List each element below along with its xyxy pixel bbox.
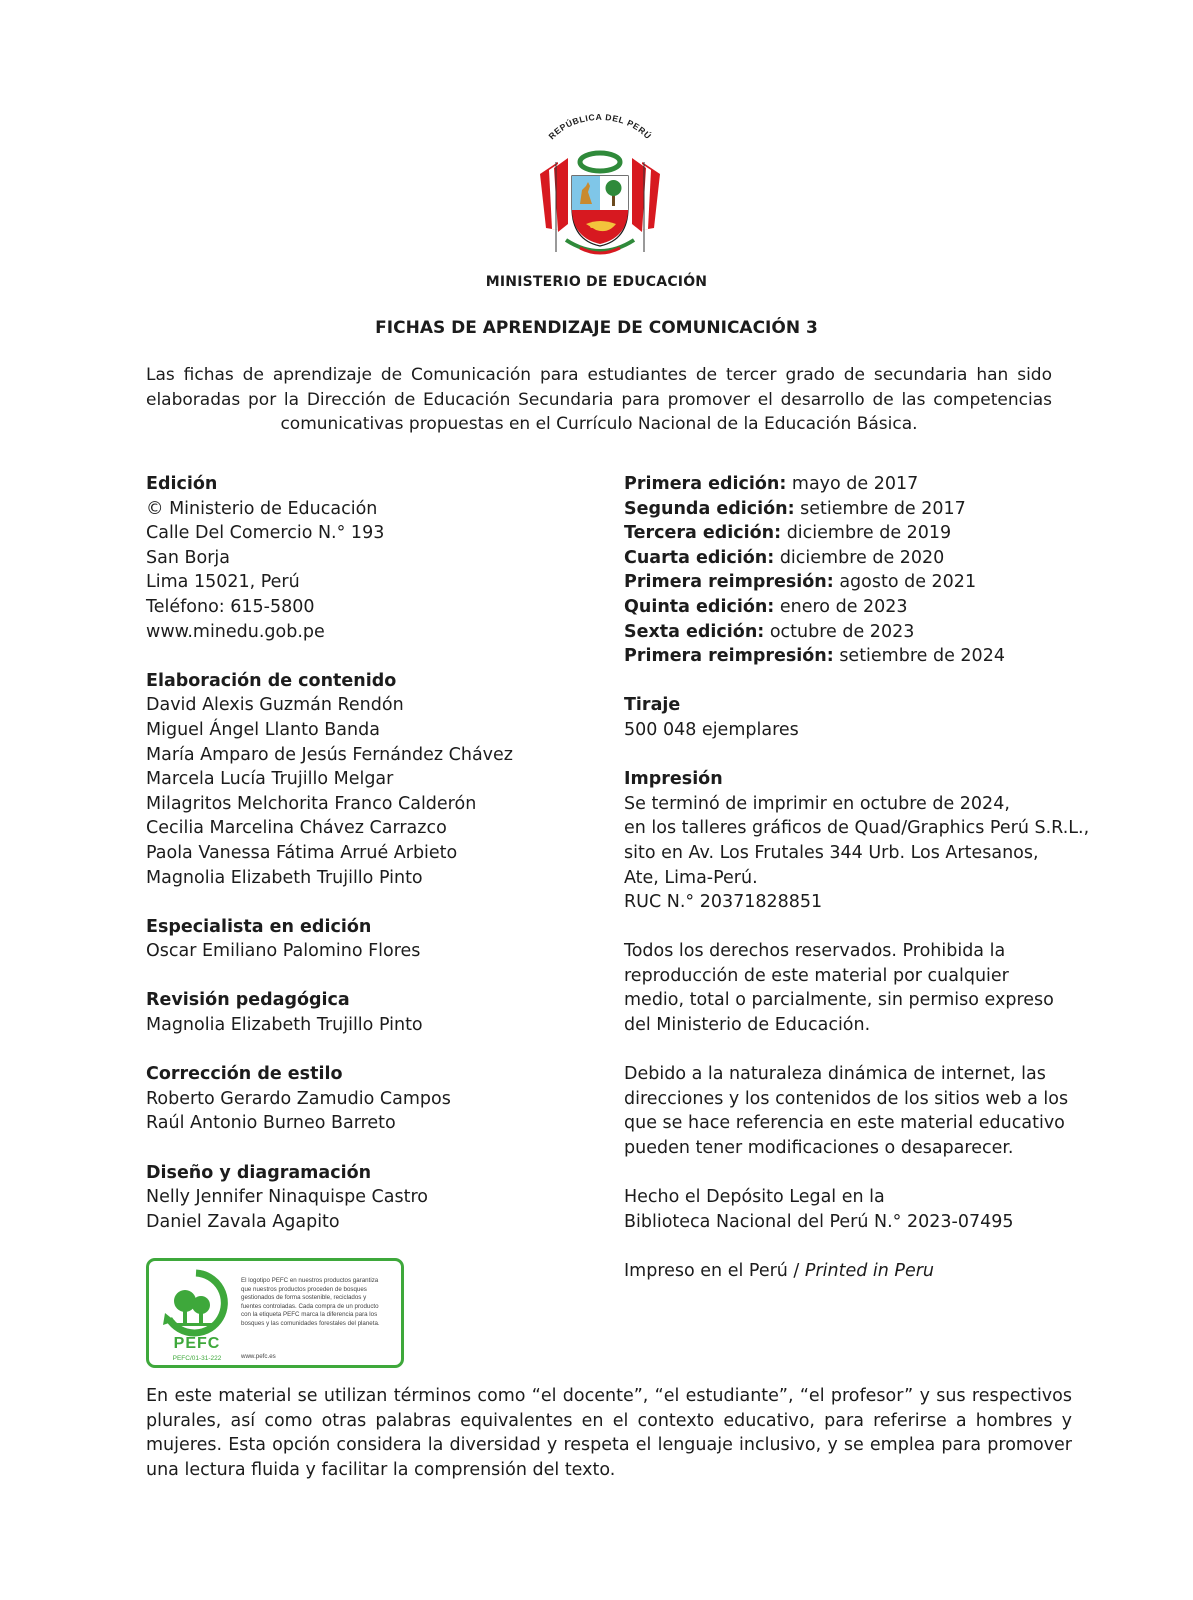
- credit-line: Nelly Jennifer Ninaquispe Castro: [146, 1187, 428, 1208]
- notice-line: medio, total o parcialmente, sin permiso expreso: [624, 990, 1054, 1011]
- svg-text:REPÚBLICA DEL PERÚ: [546, 112, 654, 141]
- credit-line: Cecilia Marcelina Chávez Carrazco: [146, 818, 447, 839]
- credit-line: sito en Av. Los Frutales 344 Urb. Los Artesanos,: [624, 842, 1039, 863]
- seal-arc-text: REPÚBLICA DEL PERÚ: [546, 112, 654, 142]
- printed-in-english: Printed in Peru: [804, 1261, 935, 1281]
- notice-line: Biblioteca Nacional del Perú N.° 2023-07495: [624, 1211, 1014, 1232]
- section-heading: Elaboración de contenido: [146, 670, 397, 691]
- ministry-name: MINISTERIO DE EDUCACIÓN: [485, 274, 708, 290]
- edition-line: Primera reimpresión: agosto de 2021: [624, 572, 977, 593]
- impresion-section: [624, 767, 1094, 915]
- especialista-section: [146, 915, 586, 964]
- printed-in-text: Impreso en el Perú /: [624, 1261, 805, 1281]
- credit-line: Ate, Lima-Perú.: [624, 867, 758, 888]
- revision-section: [146, 988, 586, 1037]
- edition-line: Sexta edición: octubre de 2023: [624, 621, 915, 642]
- notice-line: direcciones y los contenidos de los sitios web a los: [624, 1088, 1069, 1109]
- intro-paragraph: Las fichas de aprendizaje de Comunicación para estudiantes de tercer grado de secundaria han sido elaboradas por la Dirección de Educación Secundaria para promover el desarrollo de las competencias comunicativas propuestas en el Currículo Nacional de la Educación Básica.: [146, 365, 1052, 434]
- internet-notice: [624, 1062, 1094, 1160]
- notice-line: Todos los derechos reservados. Prohibida la: [624, 941, 1006, 962]
- pefc-code: PEFC/01-31-222: [172, 1355, 222, 1362]
- notice-line: pueden tener modificaciones o desaparecer.: [624, 1138, 1014, 1159]
- legal-deposit: [624, 1185, 1094, 1234]
- inclusive-language-note: En este material se utilizan términos como “el docente”, “el estudiante”, “el profesor” y sus respectivos plurales, así como otras palabras equivalentes en el contexto educativo, para referirse a hombres y mujeres. Esta opción considera la diversidad y respeta el lenguaje inclusivo, y se emplea para promover una lectura fluida y facilitar la comprensión del texto.: [146, 1386, 1072, 1480]
- section-heading: Diseño y diagramación: [146, 1162, 372, 1183]
- credit-line: Teléfono: 615-5800: [146, 596, 315, 617]
- section-heading: Especialista en edición: [146, 916, 372, 937]
- diseno-section: [146, 1161, 586, 1235]
- credit-line: Magnolia Elizabeth Trujillo Pinto: [146, 867, 423, 888]
- pefc-wordmark: PEFC: [173, 1335, 221, 1352]
- section-heading: Revisión pedagógica: [146, 990, 350, 1011]
- website-link[interactable]: www.minedu.gob.pe: [146, 621, 325, 642]
- credit-line: Magnolia Elizabeth Trujillo Pinto: [146, 1015, 423, 1036]
- credit-line: © Ministerio de Educación: [146, 498, 378, 519]
- edicion-section: [146, 472, 586, 644]
- notice-line: que se hace referencia en este material educativo: [624, 1113, 1065, 1134]
- pefc-description: El logotipo PEFC en nuestros productos garantiza que nuestros productos proceden de bosques gestionados de forma sostenible, reciclados y fuentes controladas. Cada compra de un producto con la etiqueta PEFC marca la diferencia para los bosques y las comunidades forestales del planeta.: [241, 1277, 380, 1327]
- pefc-certification-label: [146, 1258, 404, 1368]
- pefc-trees-icon: [161, 1269, 231, 1337]
- credit-line: Raúl Antonio Burneo Barreto: [146, 1113, 396, 1134]
- section-heading: Corrección de estilo: [146, 1064, 343, 1085]
- credit-line: Se terminó de imprimir en octubre de 2024,: [624, 793, 1010, 814]
- printed-in: [624, 1259, 1094, 1284]
- credit-line: Lima 15021, Perú: [146, 572, 300, 593]
- credit-line: Daniel Zavala Agapito: [146, 1211, 340, 1232]
- notice-line: Debido a la naturaleza dinámica de internet, las: [624, 1064, 1046, 1085]
- notice-line: Hecho el Depósito Legal en la: [624, 1187, 885, 1208]
- credit-line: Roberto Gerardo Zamudio Campos: [146, 1088, 451, 1109]
- credit-line: RUC N.° 20371828851: [624, 892, 823, 913]
- credit-line: Calle Del Comercio N.° 193: [146, 523, 385, 544]
- credit-line: Paola Vanessa Fátima Arrué Arbieto: [146, 842, 458, 863]
- credit-line: Miguel Ángel Llanto Banda: [146, 719, 380, 740]
- edition-line: Tercera edición: diciembre de 2019: [624, 523, 952, 544]
- notice-line: del Ministerio de Educación.: [624, 1015, 871, 1036]
- edition-line: Cuarta edición: diciembre de 2020: [624, 547, 945, 568]
- elaboracion-section: [146, 669, 586, 890]
- edition-line: Primera reimpresión: setiembre de 2024: [624, 646, 1005, 667]
- credit-line: David Alexis Guzmán Rendón: [146, 695, 404, 716]
- section-heading: Edición: [146, 474, 218, 494]
- credits-right-column: [624, 472, 1094, 1308]
- rights-notice: [624, 939, 1094, 1037]
- edition-line: Segunda edición: setiembre de 2017: [624, 498, 966, 519]
- section-heading: Tiraje: [624, 695, 681, 716]
- credit-line: 500 048 ejemplares: [624, 719, 799, 740]
- credit-line: Marcela Lucía Trujillo Melgar: [146, 769, 394, 790]
- edition-line: Quinta edición: enero de 2023: [624, 596, 908, 617]
- credit-line: San Borja: [146, 547, 230, 568]
- pefc-website: www.pefc.es: [241, 1353, 276, 1360]
- peru-coat-of-arms: [536, 112, 664, 262]
- notice-line: reproducción de este material por cualquier: [624, 965, 1009, 986]
- correccion-section: [146, 1062, 586, 1136]
- section-heading: Impresión: [624, 769, 723, 790]
- credit-line: Oscar Emiliano Palomino Flores: [146, 941, 421, 962]
- credit-line: en los talleres gráficos de Quad/Graphics Perú S.R.L.,: [624, 818, 1090, 839]
- credit-line: Milagritos Melchorita Franco Calderón: [146, 793, 477, 814]
- document-title: FICHAS DE APRENDIZAJE DE COMUNICACIÓN 3: [375, 318, 818, 338]
- tiraje-section: [624, 693, 1094, 742]
- credits-left-column: [146, 472, 586, 1259]
- edition-line: Primera edición: mayo de 2017: [624, 474, 919, 494]
- editions-section: [624, 472, 1094, 669]
- credit-line: María Amparo de Jesús Fernández Chávez: [146, 744, 513, 765]
